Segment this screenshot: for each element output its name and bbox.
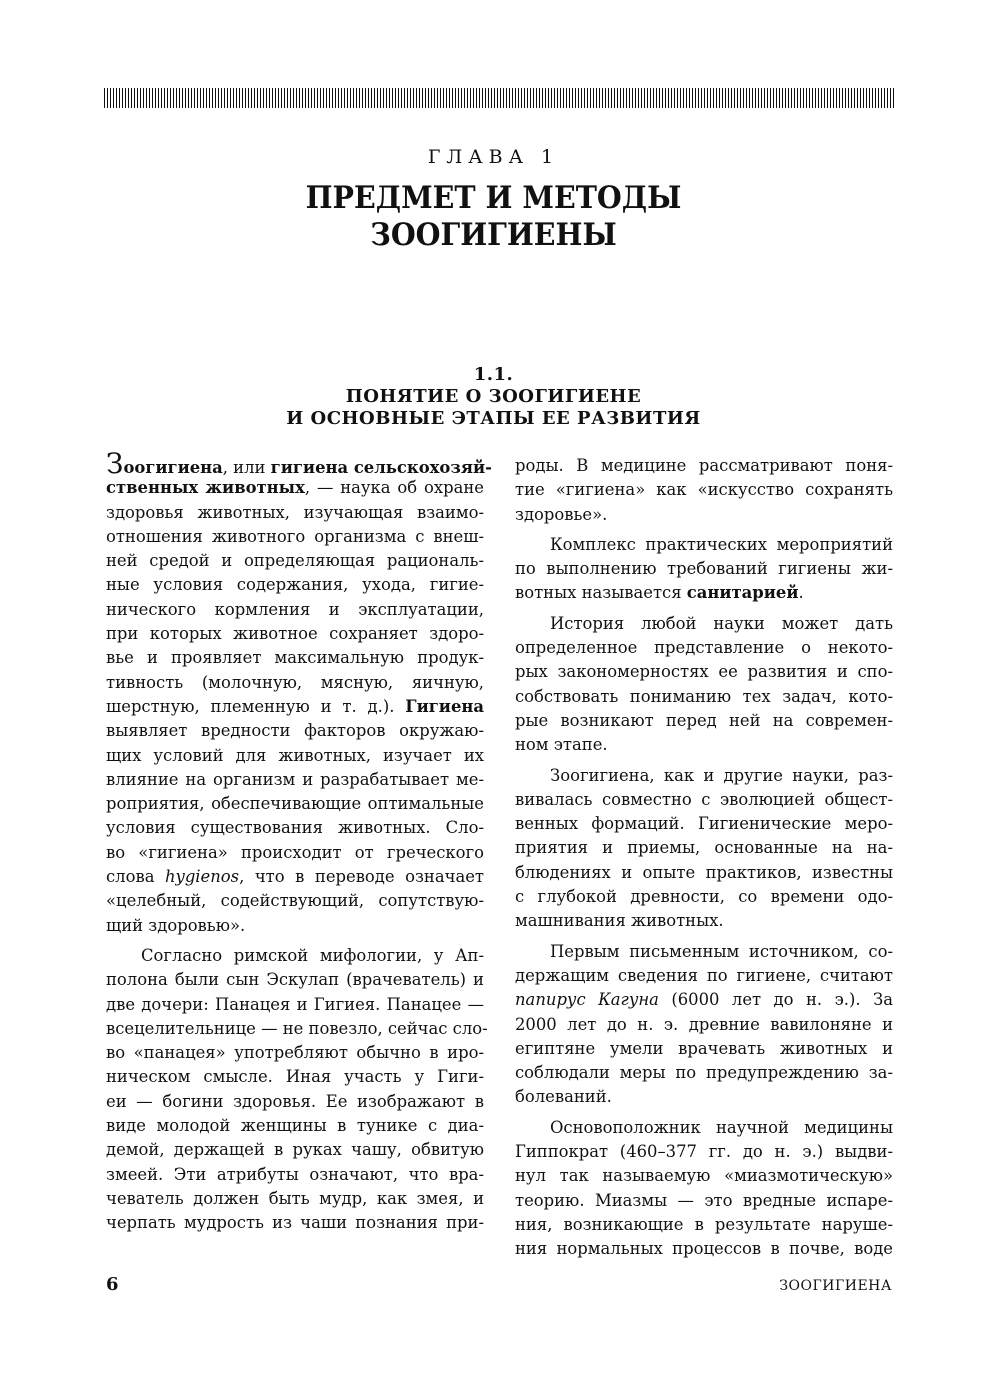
- text-line: роприятия, обеспечивающие оптимальные: [106, 794, 484, 814]
- text-line: рых закономерностях ее развития и спо-: [515, 662, 893, 682]
- term-bold: санитарией: [686, 583, 799, 603]
- text-line: еи — богини здоровья. Ее изображают в: [106, 1091, 484, 1111]
- text-fragment: , — наука об охране: [304, 478, 484, 498]
- text-line: змеей. Эти атрибуты означают, что вра-: [106, 1164, 484, 1184]
- text-line: две дочери: Панацея и Гигиея. Панацее —: [106, 994, 484, 1014]
- left-column: [106, 447, 492, 1236]
- text-line: Первым письменным источником, со-: [550, 941, 893, 961]
- paragraph-medicine: [515, 454, 893, 527]
- text-line: вье и проявляет максимальную продук-: [106, 648, 484, 668]
- text-line: Гиппократ (460–377 гг. до н. э.) выдви-: [515, 1142, 893, 1162]
- text-line: рые возникают перед ней на современ-: [515, 710, 893, 730]
- text-line: щих условий для животных, изучает их: [106, 745, 484, 765]
- text-line: Зоогигиена, как и другие науки, раз-: [550, 765, 893, 785]
- text-line: здоровье».: [515, 504, 608, 524]
- text-fragment: слова: [106, 867, 165, 887]
- text-line: вивалась совместно с эволюцией общест-: [515, 789, 893, 809]
- text-line: [106, 695, 484, 719]
- text-line: всецелительнице — не повезло, сейчас сло-: [106, 1018, 488, 1038]
- text-line: венных формаций. Гигиенические меро-: [515, 814, 893, 834]
- page-number: 6: [106, 1274, 119, 1295]
- section-title-line-2: И ОСНОВНЫЕ ЭТАПЫ ЕЕ РАЗВИТИЯ: [286, 408, 701, 429]
- section-title-line-1: ПОНЯТИЕ О ЗООГИГИЕНЕ: [345, 386, 642, 407]
- term-bold: ственных животных: [106, 478, 305, 498]
- section-number: 1.1.: [473, 364, 514, 385]
- term-italic: папирус Кагуна: [515, 990, 659, 1010]
- text-line: выявляет вредности факторов окружаю-: [106, 721, 484, 741]
- text-line: с глубокой древности, со времени одо-: [515, 887, 893, 907]
- text-line: виде молодой женщины в тунике с диа-: [106, 1116, 484, 1136]
- text-line: приятия и приемы, основанные на на-: [515, 838, 893, 858]
- section-heading: [0, 364, 987, 430]
- text-line: условия существования животных. Сло-: [106, 818, 484, 838]
- right-column: [515, 454, 893, 1262]
- text-line: ном этапе.: [515, 735, 608, 755]
- text-line: роды. В медицине рассматривают поня-: [515, 456, 893, 475]
- text-line: отношения животного организма с внеш-: [106, 526, 484, 546]
- text-line: определенное представление о некото-: [515, 638, 893, 658]
- text-fragment: шерстную, племенную и т. д.).: [106, 696, 406, 716]
- text-line: во «гигиена» происходит от греческого: [106, 842, 484, 862]
- term-bold: оогигиена: [123, 458, 223, 477]
- text-fragment: .: [798, 583, 804, 603]
- text-line: собствовать пониманию тех задач, кото-: [515, 686, 893, 706]
- text-fragment: , или: [222, 458, 271, 477]
- text-line: тие «гигиена» как «искусство сохранять: [515, 480, 893, 500]
- paragraph-sanitation: [515, 533, 893, 606]
- chapter-title-line-1: ПРЕДМЕТ И МЕТОДЫ: [305, 180, 682, 216]
- text-line: чеватель должен быть мудр, как змея, и: [106, 1188, 484, 1208]
- text-line: египтяне умели врачевать животных и: [515, 1038, 893, 1058]
- text-line: [106, 865, 484, 889]
- paragraph-evolution: [515, 764, 893, 934]
- text-line: ния, возникающие в результате наруше-: [515, 1214, 893, 1234]
- chapter-label: ГЛАВА 1: [427, 146, 560, 168]
- text-line: блюдениях и опыте практиков, известны: [515, 862, 893, 882]
- paragraph-definition: [106, 447, 492, 938]
- paragraph-mythology: [106, 944, 488, 1236]
- text-fragment: (6000 лет до н. э.). За: [658, 990, 894, 1010]
- text-line: влияние на организм и разрабатывает ме-: [106, 769, 484, 789]
- text-line: [515, 988, 893, 1012]
- running-head: ЗООГИГИЕНА: [779, 1278, 892, 1294]
- text-line: [515, 581, 893, 605]
- text-line: История любой науки может дать: [550, 613, 893, 633]
- text-line: Основоположник научной медицины: [550, 1117, 893, 1137]
- text-line: «целебный, содействующий, сопутствую-: [106, 891, 484, 911]
- text-line: ней средой и определяющая рациональ-: [106, 551, 484, 571]
- text-line: теорию. Миазмы — это вредные испаре-: [515, 1190, 893, 1210]
- text-line: по выполнению требований гигиены жи-: [515, 559, 893, 579]
- text-line: во «панацея» употребляют обычно в иро-: [106, 1043, 484, 1063]
- decorative-rule: [104, 88, 894, 108]
- text-line: демой, держащей в руках чашу, обвитую: [106, 1140, 484, 1160]
- text-line: Комплекс практических мероприятий: [550, 534, 893, 554]
- text-line: тивность (молочную, мясную, яичную,: [106, 672, 484, 692]
- text-line: Согласно римской мифологии, у Ап-: [141, 945, 484, 965]
- text-line: черпать мудрость из чаши познания при-: [106, 1213, 484, 1233]
- text-line: соблюдали меры по предупреждению за-: [515, 1063, 893, 1083]
- chapter-title: [39, 180, 947, 254]
- term-bold: Гигиена: [405, 696, 484, 716]
- text-line: [106, 476, 484, 500]
- paragraph-papyrus: [515, 940, 893, 1110]
- text-fragment: вотных называется: [515, 583, 687, 603]
- text-line: ния нормальных процессов в почве, воде: [515, 1239, 893, 1259]
- text-line: здоровья животных, изучающая взаимо-: [106, 502, 484, 522]
- text-line: щий здоровью».: [106, 915, 246, 935]
- chapter-title-line-2: ЗООГИГИЕНЫ: [370, 217, 617, 253]
- text-line: ные условия содержания, ухода, гигие-: [106, 575, 484, 595]
- text-line: держащим сведения по гигиене, считают: [515, 965, 893, 985]
- paragraph-history: [515, 612, 893, 758]
- text-line: болеваний.: [515, 1087, 612, 1107]
- text-line: ническом смысле. Иная участь у Гиги-: [106, 1067, 484, 1087]
- dropcap: З: [106, 447, 124, 480]
- text-fragment: , что в переводе означает: [239, 867, 485, 887]
- paragraph-hippocrates: [515, 1116, 893, 1262]
- text-line: при которых животное сохраняет здоро-: [106, 624, 484, 644]
- text-line: полона были сын Эскулап (врачеватель) и: [106, 970, 484, 990]
- text-line: машнивания животных.: [515, 911, 724, 931]
- text-line: [106, 447, 492, 480]
- term-italic: hygienos: [165, 867, 240, 887]
- text-line: нического кормления и эксплуатации,: [106, 599, 484, 619]
- text-line: нул так называемую «миазмотическую»: [515, 1166, 893, 1186]
- text-line: 2000 лет до н. э. древние вавилоняне и: [515, 1014, 893, 1034]
- term-bold: гигиена сельскохозяй-: [270, 458, 492, 477]
